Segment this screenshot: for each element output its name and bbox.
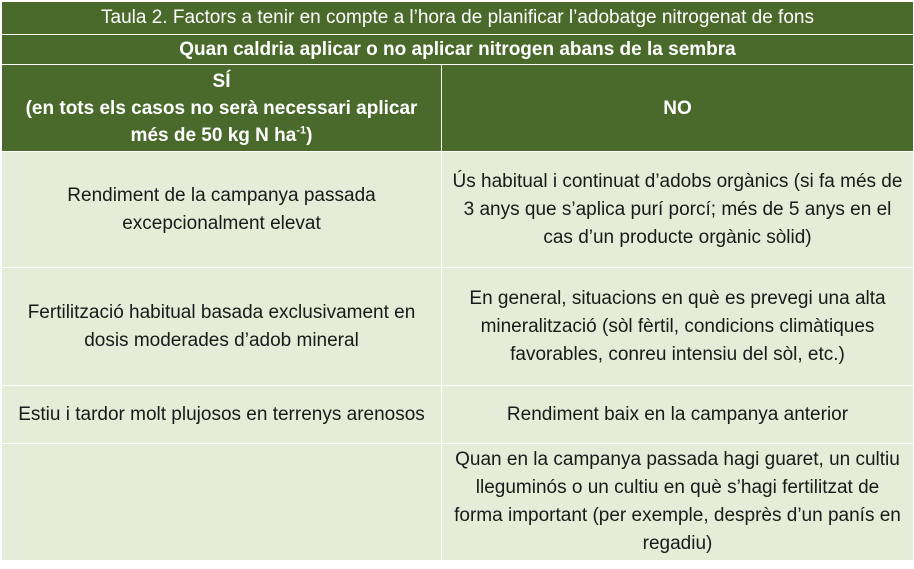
column-header-row xyxy=(2,65,914,152)
header-no: NO xyxy=(442,65,914,152)
nitrogen-factors-table xyxy=(1,1,914,561)
cell-si: Estiu i tardor molt plujosos en terrenys arenosos xyxy=(2,386,442,444)
cell-no: En general, situacions en què es prevegi una alta mineralització (sòl fèrtil, condicions climàtiques favorables, conreu intensiu del sòl, etc.) xyxy=(442,268,914,386)
table-title: Taula 2. Factors a tenir en compte a l’hora de planificar l’adobatge nitrogenat de fons xyxy=(2,2,914,35)
table-row xyxy=(2,268,914,386)
table-row xyxy=(2,444,914,561)
table-subtitle-row xyxy=(2,35,914,65)
cell-si: Fertilització habitual basada exclusivament en dosis moderades d’adob mineral xyxy=(2,268,442,386)
header-si-note-close: ) xyxy=(306,124,313,146)
table-title-row xyxy=(2,2,914,35)
cell-no: Rendiment baix en la campanya anterior xyxy=(442,386,914,444)
table-row xyxy=(2,152,914,268)
header-si-note-text: (en tots els casos no serà necessari aplicar més de 50 kg N ha xyxy=(25,97,418,146)
cell-no: Ús habitual i continuat d’adobs orgànics (si fa més de 3 anys que s’aplica purí porcí; més de 5 anys en el cas d’un producte orgànic sòlid) xyxy=(442,152,914,268)
cell-si xyxy=(2,444,442,561)
table-row xyxy=(2,386,914,444)
header-si-label: SÍ xyxy=(212,70,231,92)
header-si-note-sup: -1 xyxy=(296,124,307,137)
table-subtitle: Quan caldria aplicar o no aplicar nitrogen abans de la sembra xyxy=(2,35,914,65)
header-si-note xyxy=(26,98,418,146)
header-si xyxy=(2,65,442,152)
cell-no: Quan en la campanya passada hagi guaret, un cultiu lleguminós o un cultiu en què s’hagi fertilitzat de forma important (per exemple, desprès d’un panís en regadiu) xyxy=(442,444,914,561)
cell-si: Rendiment de la campanya passada excepcionalment elevat xyxy=(2,152,442,268)
